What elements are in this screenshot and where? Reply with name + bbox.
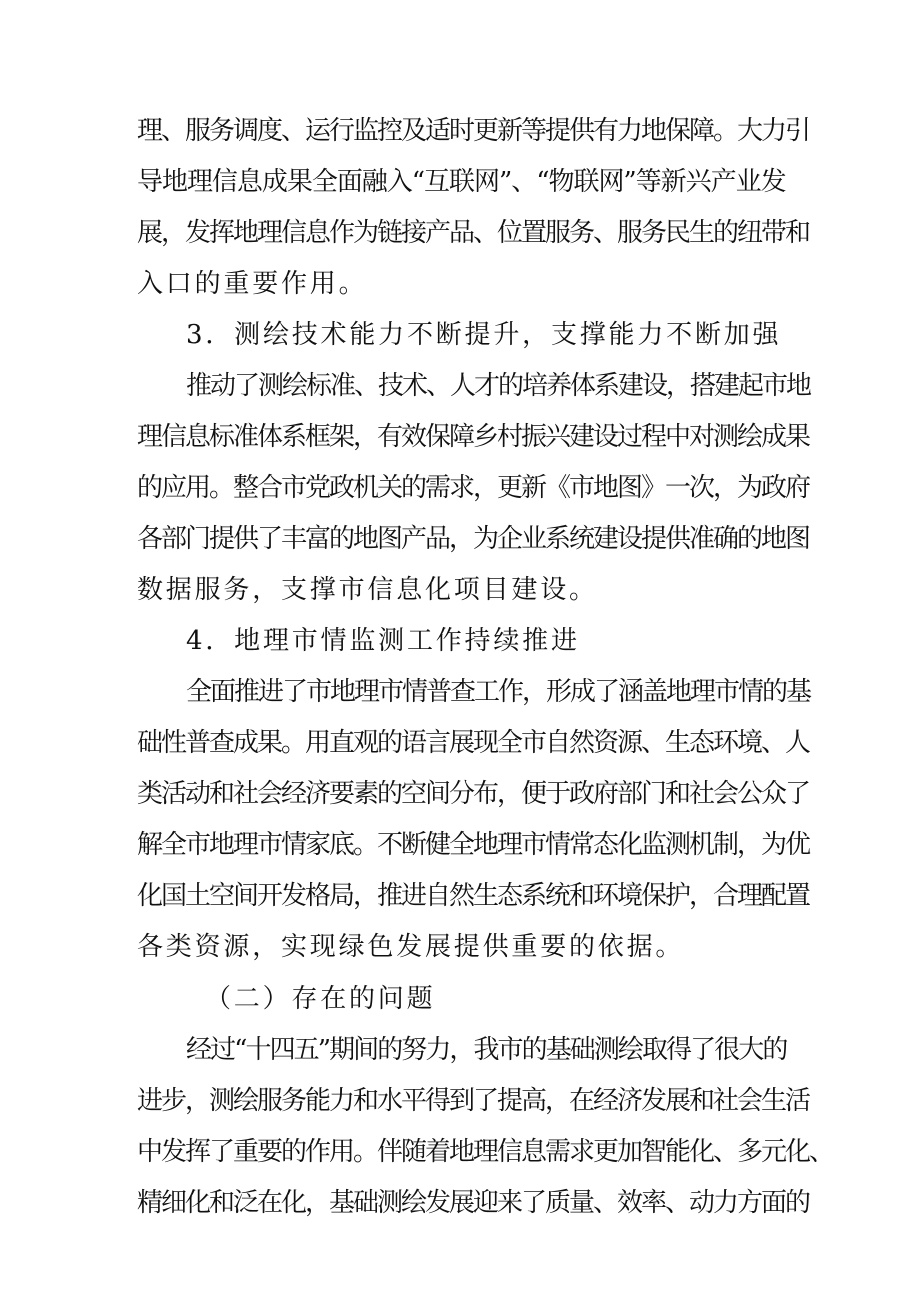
text-line: 精细化和泛在化，基础测绘发展迎来了质量、效率、动力方面的 <box>137 1188 810 1218</box>
text-line: 解全市地理市情家底。不断健全地理市情常态化监测机制，为优 <box>137 830 810 860</box>
text-line: 经过“十四五”期间的努力，我市的基础测绘取得了很大的 <box>186 1035 787 1065</box>
text-line: 数据服务，支撑市信息化项目建设。 <box>137 575 598 605</box>
text-line: 础性普查成果。用直观的语言展现全市自然资源、生态环境、人 <box>137 728 810 758</box>
text-line: 理信息标准体系框架，有效保障乡村振兴建设过程中对测绘成果 <box>137 422 810 452</box>
section-heading: 3．测绘技术能力不断提升，支撑能力不断加强 <box>186 320 782 350</box>
text-line: 的应用。整合市党政机关的需求，更新《市地图》一次，为政府 <box>137 473 810 503</box>
text-line: 类活动和社会经济要素的空间分布，便于政府部门和社会公众了 <box>137 779 810 809</box>
text-line: 中发挥了重要的作用。伴随着地理信息需求更加智能化、多元化、 <box>137 1137 834 1167</box>
text-line: 展，发挥地理信息作为链接产品、位置服务、服务民生的纽带和 <box>137 218 810 248</box>
text-line: 全面推进了市地理市情普查工作，形成了涵盖地理市情的基 <box>186 677 811 707</box>
text-line: 各部门提供了丰富的地图产品，为企业系统建设提供准确的地图 <box>137 524 810 554</box>
section-heading: （二）存在的问题 <box>205 984 436 1014</box>
text-line: 化国土空间开发格局，推进自然生态系统和环境保护，合理配置 <box>137 881 810 911</box>
text-line: 进步，测绘服务能力和水平得到了提高，在经济发展和社会生活 <box>137 1086 810 1116</box>
text-line: 理、服务调度、运行监控及适时更新等提供有力地保障。大力引 <box>137 116 810 146</box>
text-line: 各类资源，实现绿色发展提供重要的依据。 <box>137 932 685 962</box>
section-heading: 4．地理市情监测工作持续推进 <box>186 626 580 656</box>
text-line: 入口的重要作用。 <box>137 269 368 299</box>
text-line: 推动了测绘标准、技术、人才的培养体系建设，搭建起市地 <box>186 371 811 401</box>
text-line: 导地理信息成果全面融入“互联网”、“物联网”等新兴产业发 <box>137 167 786 197</box>
